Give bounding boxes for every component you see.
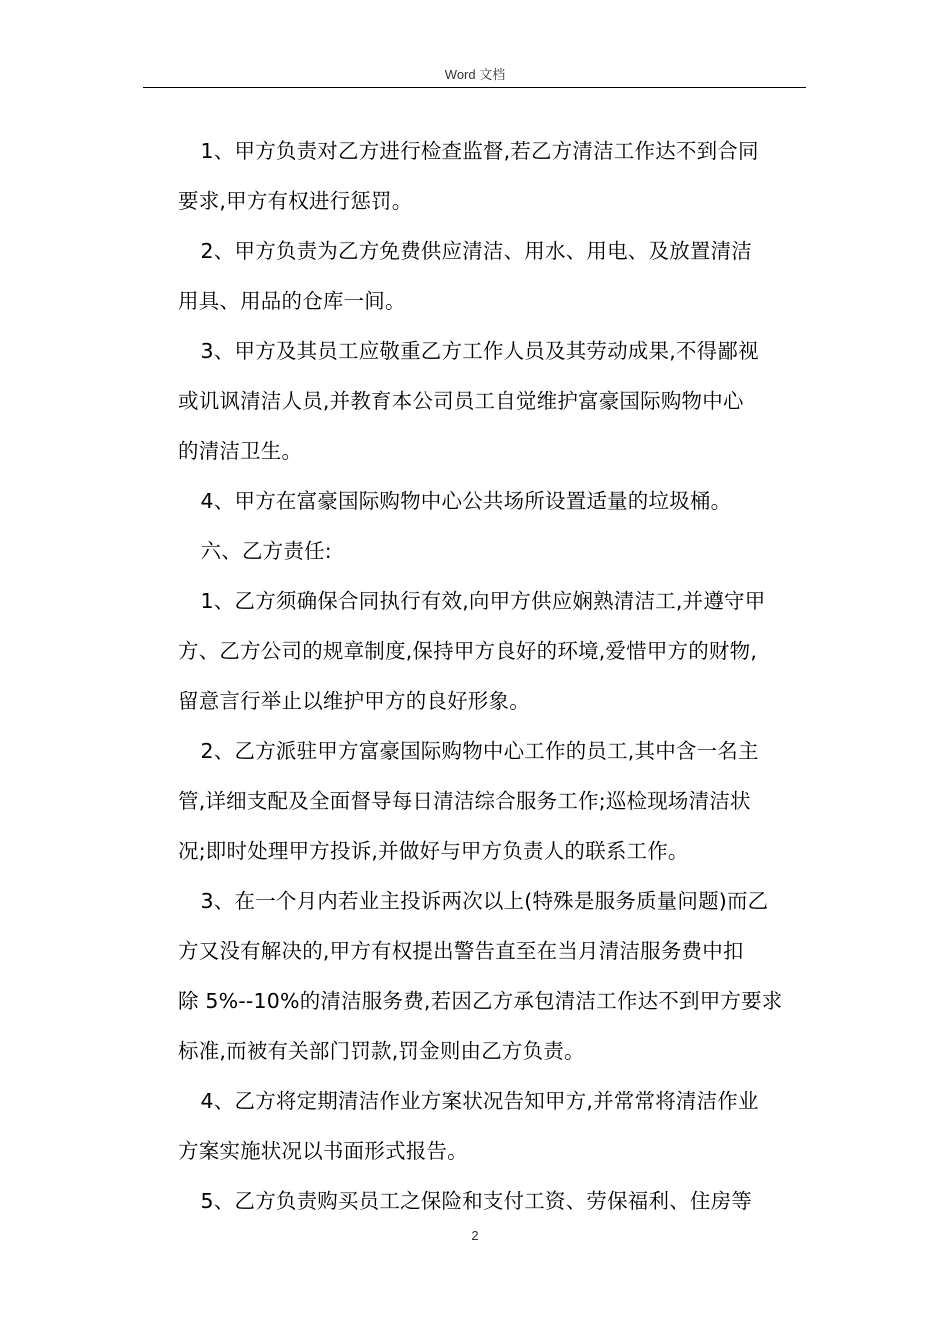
paragraph-8: 3、在一个月内若业主投诉两次以上(特殊是服务质量问题)而乙 方又没有解决的,甲方有权提出警告直至在当月清洁服务费中扣 除 5%--10%的清洁服务费,若因乙方承包清洁工作达不到甲方要求 标准,而被有关部门罚款,罚金则由乙方负责。 — [178, 889, 783, 1063]
paragraph-1: 1、甲方负责对乙方进行检查监督,若乙方清洁工作达不到合同 要求,甲方有权进行惩罚。 — [178, 139, 759, 213]
paragraph-9: 4、乙方将定期清洁作业方案状况告知甲方,并常常将清洁作业 方案实施状况以书面形式报告。 — [178, 1089, 759, 1163]
paragraph-10: 5、乙方负责购买员工之保险和支付工资、劳保福利、住房等 — [200, 1189, 752, 1213]
page-header-title: Word 文档 — [444, 67, 506, 82]
paragraph-4: 4、甲方在富豪国际购物中心公共场所设置适量的垃圾桶。 — [200, 489, 732, 513]
section-heading: 六、乙方责任: — [200, 539, 332, 563]
page-number: 2 — [471, 1228, 479, 1243]
paragraph-3: 3、甲方及其员工应敬重乙方工作人员及其劳动成果,不得鄙视 或讥讽清洁人员,并教育本公司员工自觉维护富豪国际购物中心 的清洁卫生。 — [178, 339, 759, 463]
paragraph-7: 2、乙方派驻甲方富豪国际购物中心工作的员工,其中含一名主 管,详细支配及全面督导每日清洁综合服务工作;巡检现场清洁状 况;即时处理甲方投诉,并做好与甲方负责人的联系工作。 — [178, 739, 759, 863]
paragraph-2: 2、甲方负责为乙方免费供应清洁、用水、用电、及放置清洁 用具、用品的仓库一间。 — [178, 239, 752, 313]
paragraph-6: 1、乙方须确保合同执行有效,向甲方供应娴熟清洁工,并遵守甲 方、乙方公司的规章制度,保持甲方良好的环境,爱惜甲方的财物, 留意言行举止以维护甲方的良好形象。 — [178, 589, 766, 713]
header-divider — [143, 87, 806, 88]
document-body — [178, 126, 802, 1226]
